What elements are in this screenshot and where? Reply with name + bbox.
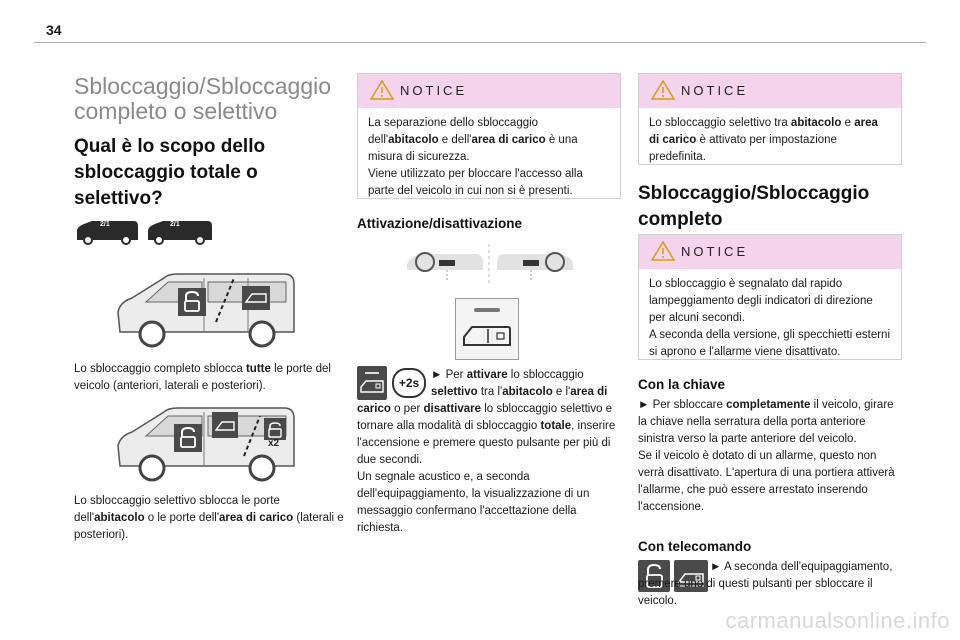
van-silhouettes <box>74 220 214 251</box>
notice-text: Lo sbloccaggio selettivo tra abitacolo e area di carico è attivato per impostazione predefinita. <box>649 117 878 163</box>
notice-header <box>358 74 620 108</box>
watermark: carmanualsonline.info <box>725 608 950 633</box>
x2-label: x2 <box>268 438 280 449</box>
dashboard-button-location-illustration <box>405 242 575 291</box>
notice-header <box>639 235 901 269</box>
notice-box-default <box>638 73 902 165</box>
page-title: Sbloccaggio/Sbloccaggio completo o selettivo <box>74 73 332 124</box>
notice-text: Lo sbloccaggio è segnalato dal rapido lampeggiamento degli indicatori di direzione per alcuni secondi. A seconda della versione, gli specchietti esterni si aprono e l'allarme viene disattivato. <box>649 278 891 358</box>
selective-unlock-button[interactable] <box>455 298 519 360</box>
activation-instructions: ► Per attivare lo sbloccaggio selettivo tra l'abitacolo e l'area di carico o per disattivare lo sbloccaggio selettivo e tornare alla modalità di sbloccaggio totale, inserire l'accensione e premere questo pulsante per più di due secondi. Un segnale acustico e, a seconda dell'equipaggiamento, la visualizzazione di un messaggio confermano l'accettazione della richiesta. <box>357 369 616 534</box>
hold-2s-badge: +2s <box>392 368 426 398</box>
full-unlock-description: Lo sbloccaggio completo sblocca tutte le porte del veicolo (anteriori, laterali e posteriori). <box>74 363 331 392</box>
notice-header <box>639 74 901 108</box>
notice-box-signal <box>638 234 902 360</box>
warning-icon <box>651 241 675 261</box>
selective-unlock-description: Lo sbloccaggio selettivo sblocca le porte dell'abitacolo o le porte dell'area di carico (laterali e posteriori). <box>74 495 344 541</box>
van-full-unlock-illustration <box>112 268 302 359</box>
section-heading-remote: Con telecomando <box>638 539 752 554</box>
warning-icon <box>651 80 675 100</box>
van-badge-2: 2/1 <box>170 221 180 228</box>
top-divider <box>34 42 926 43</box>
notice-label: NOTICE <box>681 244 749 259</box>
notice-box-separation <box>357 73 621 199</box>
van-badge-1: 2/1 <box>100 221 110 228</box>
section-heading-key: Con la chiave <box>638 377 726 392</box>
notice-text: La separazione dello sbloccaggio dell'abitacolo e dell'area di carico è una misura di sicurezza. Viene utilizzato per bloccare l'accesso alla parte del veicolo in cui non si è presenti. <box>368 117 583 197</box>
section-heading-full-unlock: Sbloccaggio/Sbloccaggio completo <box>638 183 870 230</box>
notice-label: NOTICE <box>400 83 468 98</box>
remote-instructions: ► A seconda dell'equipaggiamento, premere uno di questi pulsanti per sbloccare il veicolo. <box>638 561 893 607</box>
page-number: 34 <box>46 22 62 38</box>
key-instructions: ► Per sbloccare completamente il veicolo, girare la chiave nella serratura della porta anteriore sinistra verso la parte anteriore del veicolo. Se il veicolo è dotato di un allarme, questo non verrà disattivato. L'apertura di una portiera attiverà l'allarme, che può essere arrestato inserendo l'accensione. <box>638 399 895 513</box>
van-lock-icon <box>456 299 518 359</box>
notice-label: NOTICE <box>681 83 749 98</box>
section-heading-purpose: Qual è lo scopo dello sbloccaggio totale o selettivo? <box>74 136 266 209</box>
warning-icon <box>370 80 394 100</box>
section-heading-activation: Attivazione/disattivazione <box>357 216 523 231</box>
